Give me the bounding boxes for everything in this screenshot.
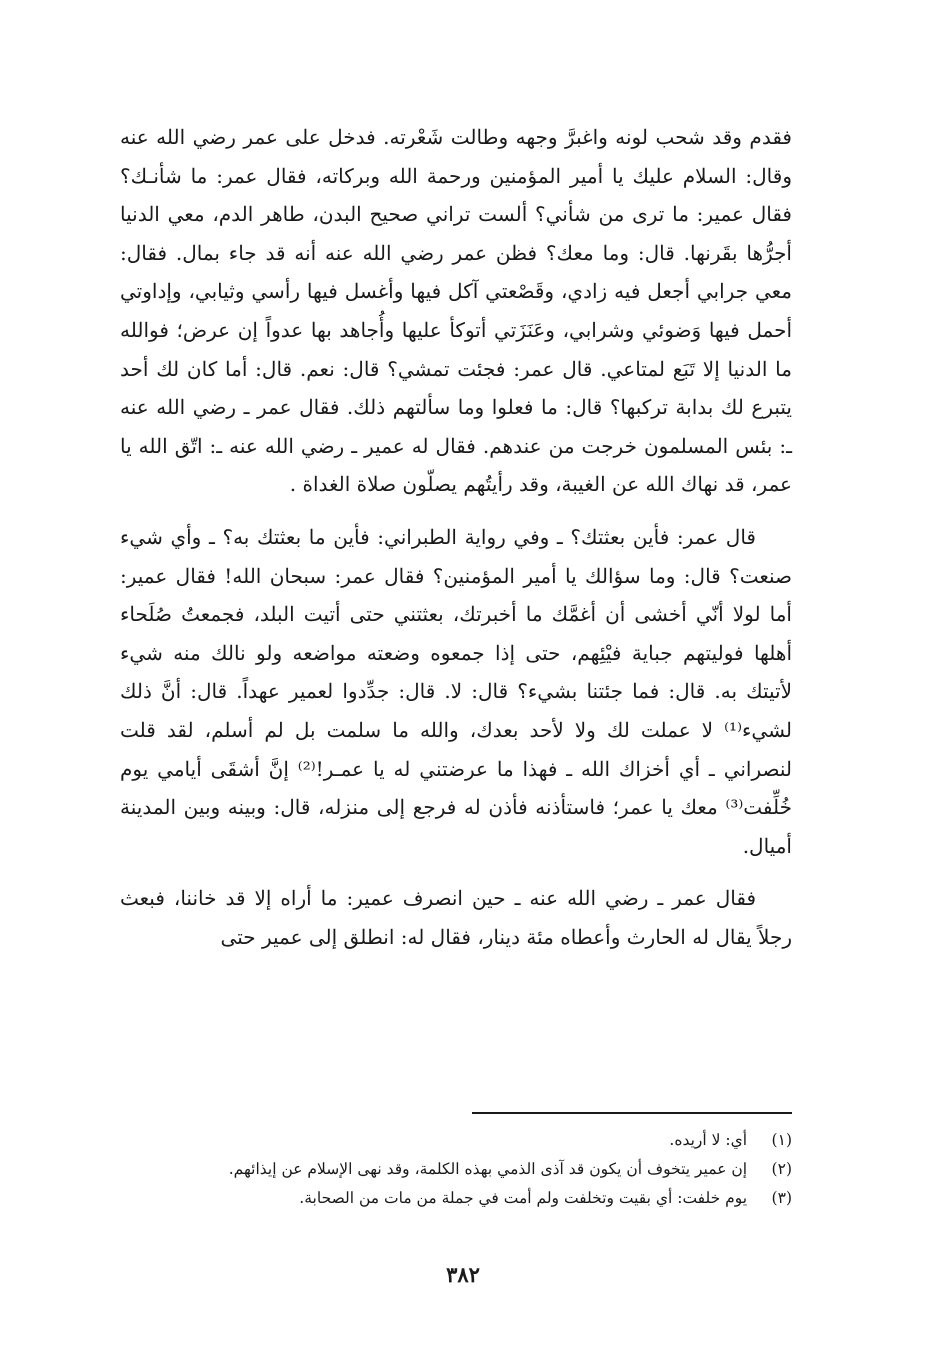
footnote-number: (٢) [771, 1160, 792, 1178]
footnote-2 [120, 1155, 792, 1184]
footnote-divider [472, 1112, 792, 1114]
footnote-3 [120, 1184, 792, 1213]
footnote-text: إن عمير يتخوف أن يكون قد آذى الذمي بهذه الكلمة، وقد نهى الإسلام عن إيذائهم. [228, 1160, 748, 1178]
footnote-text: يوم خلفت: أي بقيت وتخلفت ولم أمت في جملة من مات من الصحابة. [299, 1189, 748, 1207]
footnote-text: أي: لا أريده. [669, 1131, 748, 1149]
page-number: ٣٨٢ [446, 1262, 480, 1287]
footnotes [120, 1126, 792, 1213]
paragraph-3: فقال عمر ـ رضي الله عنه ـ حين انصرف عمير: ما أراه إلا قد خاننا، فبعث رجلاً يقال له الحارث وأعطاه مئة دينار، فقال له: انطلق إلى عمير حتى [120, 886, 792, 949]
paragraph-2: قال عمر: فأين بعثتك؟ ـ وفي رواية الطبراني: فأين ما بعثتك به؟ ـ وأي شيء صنعت؟ قال: وما سؤالك يا أمير المؤمنين؟ فقال عمر: سبحان الله! فقال عمير: أما لولا أنّي أخشى أن أغمَّك ما أخبرتك، بعثتني حتى أتيت البلد، فجمعتُ صُلَحاء أهلها فوليتهم جباية فيْئِهم، حتى إذا جمعوه وضعته مواضعه ولو نالك منه شيء لأتيتك به. قال: فما جئتنا بشيء؟ قال: لا. قال: جدِّدوا لعمير عهداً. قال: أنَّ ذلك لشيء⁽¹⁾ لا عملت لك ولا لأحد بعدك، والله ما سلمت بل لم أسلم، لقد قلت لنصراني ـ أي أخزاك الله ـ فهذا ما عرضتني له يا عمـر!⁽²⁾ إنَّ أشقَى أيامي يوم خُلِّفت⁽³⁾ معك يا عمر؛ فاستأذنه فأذن له فرجع إلى منزله، قال: وبينه وبين المدينة أميال. [120, 524, 792, 858]
footnote-number: (٣) [771, 1189, 792, 1207]
paragraph-1: فقدم وقد شحب لونه واغبرَّ وجهه وطالت شَعْرته. فدخل على عمر رضي الله عنه وقال: السلام عليك يا أمير المؤمنين ورحمة الله وبركاته، فقال عمر: ما شأنـك؟ فقال عمير: ما ترى من شأني؟ ألست تراني صحيح البدن، طاهر الدم، معي الدنيا أجرُّها بقَرنها. قال: وما معك؟ فظن عمر رضي الله عنه أنه قد جاء بمال. فقال: معي جرابي أجعل فيه زادي، وقَصْعتي آكل فيها وأغسل فيها رأسي وثيابي، وإداوتي أحمل فيها وَضوئي وشرابي، وعَنَزَتي أتوكأ عليها وأُجاهد بها عدواً إن عرض؛ فوالله ما الدنيا إلا تَبَع لمتاعي. قال عمر: فجئت تمشي؟ قال: نعم. قال: أما كان لك أحد يتبرع لك بدابة تركبها؟ قال: ما فعلوا وما سألتهم ذلك. فقال عمر ـ رضي الله عنه ـ: بئس المسلمون خرجت من عندهم. فقال له عمير ـ رضي الله عنه ـ: اتّق الله يا عمر، قد نهاك الله عن الغيبة، وقد رأيتُهم يصلّون صلاة الغداة . [120, 125, 792, 497]
footnote-number: (١) [771, 1131, 792, 1149]
main-text [120, 118, 792, 970]
footnote-1 [120, 1126, 792, 1155]
